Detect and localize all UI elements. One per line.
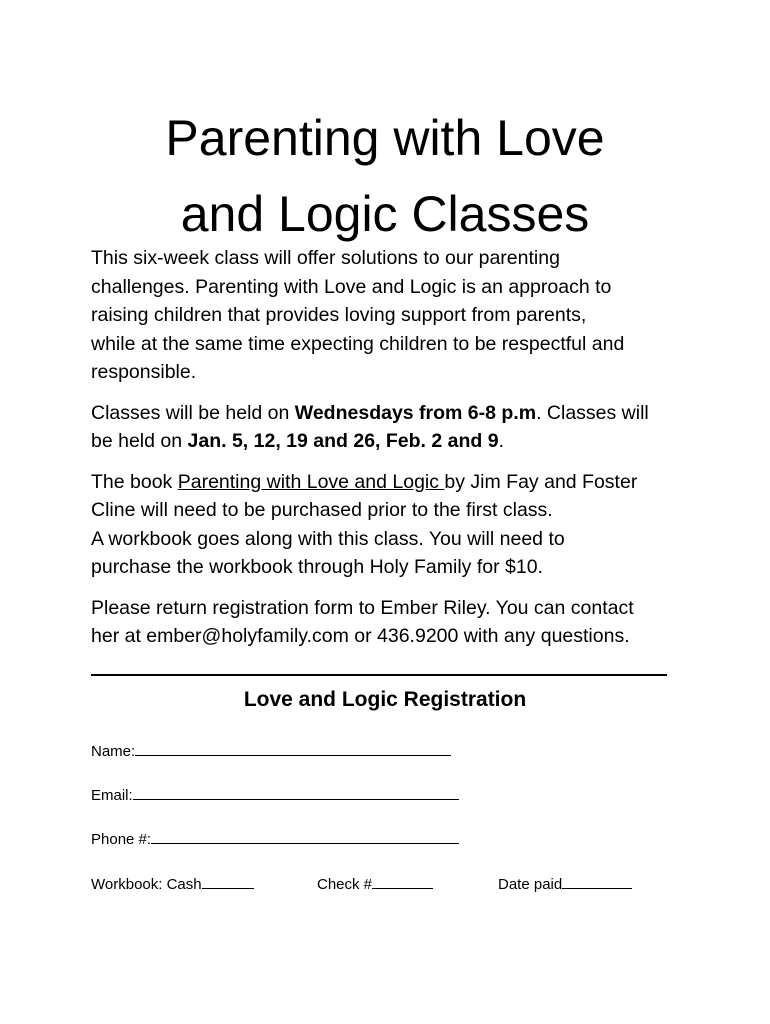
workbook-cash-field[interactable] (91, 872, 254, 895)
book-line-1 (91, 468, 711, 497)
contact-paragraph (91, 594, 711, 651)
schedule-text: be held on (91, 430, 188, 452)
phone-field[interactable] (91, 827, 459, 850)
title-line-1: Parenting with Love (165, 110, 605, 166)
contact-line-2: her at ember@holyfamily.com or 436.9200 with any questions. (91, 625, 630, 647)
intro-line: while at the same time expecting children to be respectful and (91, 332, 625, 355)
schedule-text: Classes will be held on (91, 401, 295, 424)
check-number-field[interactable] (317, 872, 433, 895)
check-number-label: Check # (317, 876, 373, 893)
book-text: The book (91, 470, 178, 493)
schedule-day-time: Wednesdays from 6-8 p.m (294, 401, 537, 424)
schedule-text: . Classes will (536, 401, 649, 424)
name-field[interactable] (91, 739, 451, 762)
date-paid-field[interactable] (498, 872, 632, 895)
flyer-body (91, 244, 711, 663)
schedule-text: . (498, 430, 504, 452)
title-line-2: and Logic Classes (180, 186, 590, 242)
email-label: Email: (91, 787, 133, 804)
check-number-blank[interactable] (372, 872, 433, 889)
name-blank[interactable] (135, 739, 451, 756)
book-line-2: Cline will need to be purchased prior to the first class. (91, 499, 553, 521)
workbook-cash-label: Workbook: Cash (91, 876, 202, 893)
intro-paragraph (91, 244, 711, 387)
phone-label: Phone #: (91, 831, 152, 848)
intro-line: challenges. Parenting with Love and Logic is an approach to (91, 275, 612, 298)
book-title: Parenting with Love and Logic (177, 470, 445, 493)
intro-line: This six-week class will offer solutions to our parenting (91, 247, 560, 269)
section-divider (91, 674, 667, 676)
date-paid-label: Date paid (498, 876, 563, 893)
schedule-line-1 (91, 399, 711, 428)
name-label: Name: (91, 743, 136, 760)
schedule-dates: Jan. 5, 12, 19 and 26, Feb. 2 and 9 (187, 430, 499, 452)
schedule-line-2 (91, 427, 711, 456)
book-line-3: A workbook goes along with this class. You will need to (91, 527, 565, 550)
intro-line: raising children that provides loving support from parents, (91, 304, 587, 326)
book-line-4: purchase the workbook through Holy Family for $10. (91, 556, 543, 578)
contact-line-1: Please return registration form to Ember Riley. You can contact (91, 596, 634, 619)
registration-heading: Love and Logic Registration (243, 688, 527, 711)
book-text: by Jim Fay and Foster (444, 470, 638, 493)
book-paragraph (91, 468, 711, 582)
date-paid-blank[interactable] (562, 872, 632, 889)
intro-line: responsible. (91, 361, 197, 383)
email-blank[interactable] (133, 783, 459, 800)
email-field[interactable] (91, 783, 459, 806)
phone-blank[interactable] (151, 827, 459, 844)
schedule-paragraph (91, 399, 711, 456)
cash-blank[interactable] (202, 872, 254, 889)
page-title (0, 100, 770, 252)
